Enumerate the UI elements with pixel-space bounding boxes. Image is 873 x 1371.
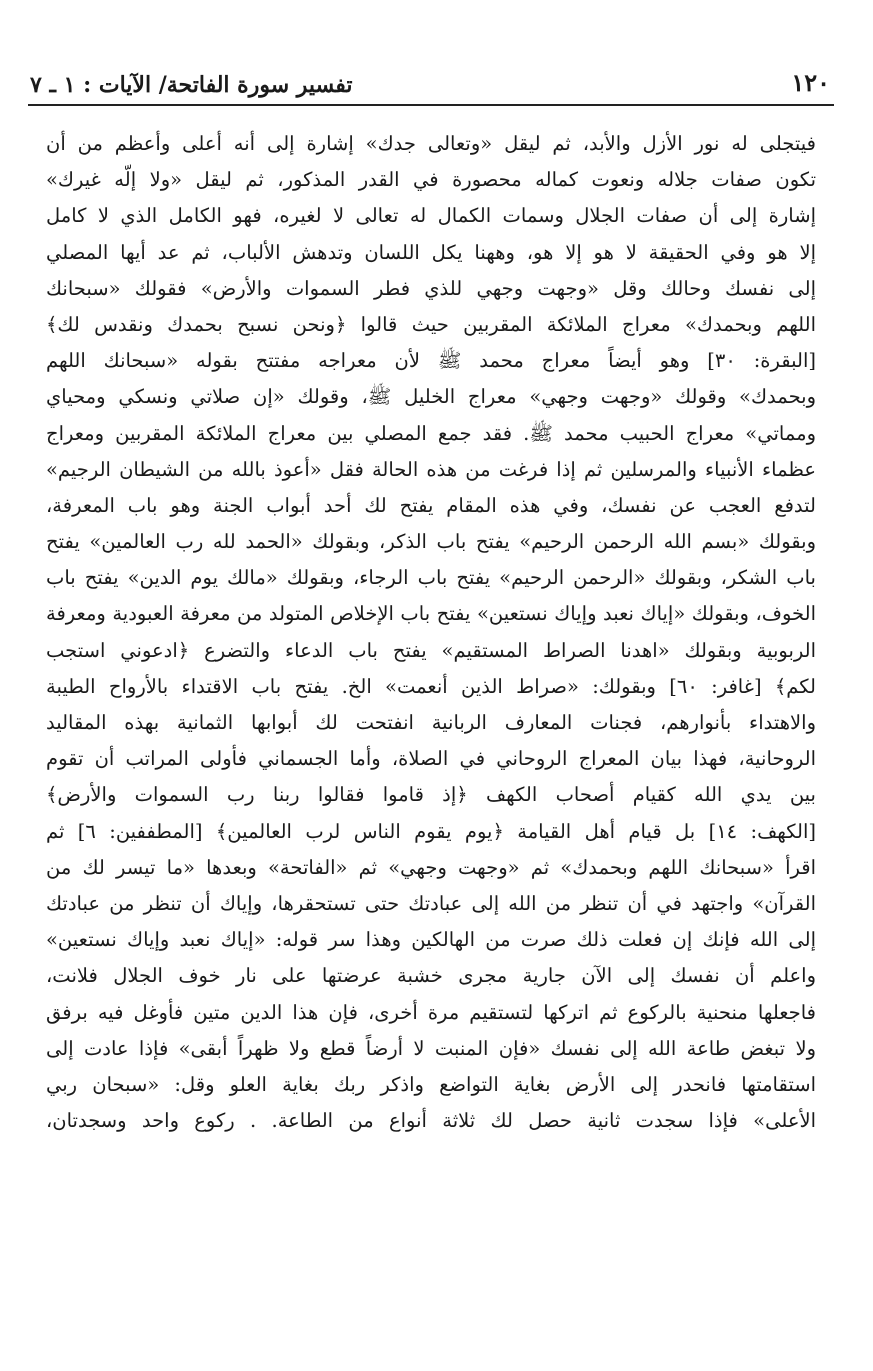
page-number: ١٢٠ bbox=[791, 68, 830, 97]
text-line: إلى الله فإنك إن فعلت ذلك صرت من الهالكين وهذا سر قوله: «إياك نعبد وإياك نستعين» bbox=[46, 928, 816, 952]
text-line: القرآن» واجتهد في أن تنظر من الله إلى عبادتك حتى تستحقرها، وإياك أن تنظر من عبادتك bbox=[46, 891, 816, 915]
text-line: تكون صفات جلاله ونعوت كماله محصورة في القدر المذكور، ثم ليقل «ولا إلّه غيرك» bbox=[46, 168, 816, 192]
text-line: إلى نفسك وحالك وقل «وجهت وجهي للذي فطر السموات والأرض» فقولك «سبحانك bbox=[46, 276, 816, 300]
text-line: ومماتي» معراج الحبيب محمد ﷺ. فقد جمع المصلي بين معراج الملائكة المقربين ومعراج bbox=[46, 421, 816, 445]
text-line: اقرأ «سبحانك اللهم وبحمدك» ثم «وجهت وجهي» ثم «الفاتحة» وبعدها «ما تيسر لك من bbox=[46, 855, 816, 879]
text-line: الأعلى» فإذا سجدت ثانية حصل لك ثلاثة أنواع من الطاعة. . ركوع واحد وسجدتان، bbox=[46, 1109, 816, 1133]
text-line: والاهتداء بأنوارهم، فجنات المعارف الربانية انفتحت لك أبوابها الثمانية بهذه المقاليد bbox=[46, 711, 816, 734]
text-line: اللهم وبحمدك» معراج الملائكة المقربين حيث قالوا ﴿ونحن نسبح بحمدك ونقدس لك﴾ bbox=[46, 312, 816, 336]
body-text bbox=[46, 126, 816, 1139]
text-line: ولا تبغض طاعة الله إلى نفسك «فإن المنبت لا أرضاً قطع ولا ظهراً أبقى» فإذا عادت إلى bbox=[46, 1036, 816, 1060]
text-line: باب الشكر، وبقولك «الرحمن الرحيم» يفتح باب الرجاء، وبقولك «مالك يوم الدين» يفتح باب bbox=[46, 566, 816, 590]
text-line: [البقرة: ٣٠] وهو أيضاً معراج محمد ﷺ لأن معراجه مفتتح بقوله «سبحانك اللهم bbox=[46, 349, 816, 373]
text-line: واعلم أن نفسك إلى الآن جارية مجرى خشبة عرضتها على نار خوف الجلال فلانت، bbox=[46, 964, 816, 988]
chapter-title: تفسير سورة الفاتحة/ الآيات : ١ ـ ٧ bbox=[30, 72, 353, 98]
header-divider bbox=[28, 104, 834, 106]
text-line: [الكهف: ١٤] بل قيام أهل القيامة ﴿يوم يقوم الناس لرب العالمين﴾ [المطففين: ٦] ثم bbox=[46, 819, 816, 843]
text-line: فيتجلى له نور الأزل والأبد، ثم ليقل «وتعالى جدك» إشارة إلى أنه أعلى وأعظم من أن bbox=[46, 132, 816, 155]
text-line: فاجعلها منحنية بالركوع ثم اتركها لتستقيم مرة أخرى، فإن هذا الدين متين فأوغل فيه برفق bbox=[46, 1000, 816, 1024]
text-line: الروحانية، فهذا بيان المعراج الروحاني في الصلاة، وأما الجسماني فأولى المراتب أن تقوم bbox=[46, 747, 816, 771]
text-line: بين يدي الله كقيام أصحاب الكهف ﴿إذ قاموا فقالوا ربنا رب السموات والأرض﴾ bbox=[46, 783, 816, 807]
text-line: الخوف، وبقولك «إياك نعبد وإياك نستعين» يفتح باب الإخلاص المتولد من معرفة العبودية ومعرفة bbox=[46, 602, 816, 626]
text-line: إلا هو وفي الحقيقة لا هو إلا هو، وههنا يكل اللسان وتدهش الألباب، ثم عد أيها المصلي bbox=[46, 240, 816, 264]
text-line: وبقولك «بسم الله الرحمن الرحيم» يفتح باب الذكر، وبقولك «الحمد لله رب العالمين» يفتح bbox=[46, 530, 816, 554]
running-header bbox=[30, 62, 830, 102]
text-line: لكم﴾ [غافر: ٦٠] وبقولك: «صراط الذين أنعمت» الخ. يفتح باب الاقتداء بالأرواح الطيبة bbox=[46, 674, 816, 698]
text-line: عظماء الأنبياء والمرسلين ثم إذا فرغت من هذه الحالة فقل «أعوذ بالله من الشيطان الرجيم» bbox=[46, 457, 816, 481]
text-line: إشارة إلى أن صفات الجلال وسمات الكمال له تعالى لا لغيره، فهو الكامل الذي لا كامل bbox=[46, 204, 816, 228]
text-line: وبحمدك» وقولك «وجهت وجهي» معراج الخليل ﷺ، وقولك «إن صلاتي ونسكي ومحياي bbox=[46, 385, 816, 409]
text-line: استقامتها فانحدر إلى الأرض بغاية التواضع واذكر ربك بغاية العلو وقل: «سبحان ربي bbox=[46, 1072, 816, 1096]
text-line: الربوبية وبقولك «اهدنا الصراط المستقيم» يفتح باب الدعاء والتضرع ﴿ادعوني استجب bbox=[46, 638, 816, 662]
text-line: لتدفع العجب عن نفسك، وفي هذه المقام يفتح لك أحد أبواب الجنة وهو باب المعرفة، bbox=[46, 493, 816, 517]
